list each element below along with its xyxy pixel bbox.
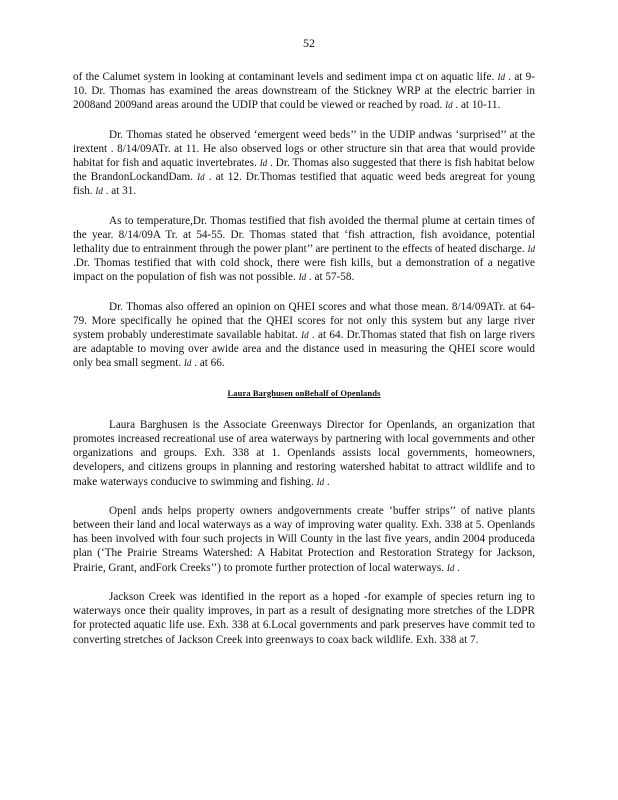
text-run: . at 66. [191,357,225,370]
text-run: Dr. Thomas stated he observed ‘emergent weed beds’’ in the UDIP andwas ‘surprised’’ at the irextent . 8/14/09ATr. at 11. He also observed logs or other structure sin that area that would provide habitat for fish and aquatic invertebrates. [73,128,535,170]
paragraph-calumet [73,70,535,113]
id-citation: Id [316,476,325,487]
id-citation: Id [446,562,455,573]
id-citation: Id [298,272,307,283]
paragraph-temperature [73,214,535,285]
text-run: . at 10-11. [452,99,501,112]
text-run: . [454,561,460,574]
text-run: .Dr. Thomas testified that with cold shock, there were fish kills, but a demonstration of a negative impact on the population of fish was not possible. [73,257,535,284]
text-run: . at 12. Dr.Thomas testified that aquatic weed beds aregreat for young fish. [73,171,535,198]
text-run: Openl ands helps property owners andgovernments create ‘buffer strips’’ of native plants between their land and local waterways as a way of improving water quality. Exh. 338 at 5. Openlands has been involved with four such projects in Will County in the last five years, andin 2004 produceda plan (‘The Prairie Streams Watershed: A Habitat Protection and Restoration Strategy for Jackson, Prairie, Grant, andFork Creeks’’) to promote further protection of local waterways. [73,504,535,574]
id-citation: Id [259,158,268,169]
text-run: Laura Barghusen is the Associate Greenways Director for Openlands, an organization that promotes increased recreational use of area waterways by partnering with local governments and other organizations and groups. Exh. 338 at 1. Openlands assists local governments, homeowners, developers, and citizens groups in planning and restoring watershed habitat to attract wildlife and to make waterways conducive to swimming and fishing. [73,418,535,488]
id-citation: Id [183,358,192,369]
id-citation: Id [497,72,506,82]
paragraph-jackson-creek [73,590,535,647]
text-run: . at 9-10. Dr. Thomas has examined the areas downstream of the Stickney WRP at the electric barrier in 2008and 2009and areas around the UDIP that could be viewed or reached by road. [73,71,535,112]
text-run: Jackson Creek was identified in the report as a hoped -for example of species return ing to waterways once their quality improves, in part as a result of designating more stretches of the LDPR for protected aquatic life use. Exh. 338 at 6.Local governments and park preserves have commit ted to converting stretches of Jackson Creek into greenways to coax back wildlife. Exh. 338 at 7. [73,590,535,646]
body-text [73,70,535,662]
id-citation: Id [445,100,453,111]
text-run: . Dr. Thomas also suggested that there is fish habitat below the BrandonLockandDam. [73,157,535,184]
text-run: . at 64. Dr.Thomas stated that fish on large rivers are adaptable to moving over awide area and the distance used in measuring the QHEI score would only bea small segment. [73,329,535,370]
paragraph-qhei [73,300,535,371]
text-run: . [324,475,330,488]
id-citation: Id [527,244,535,255]
text-run: Dr. Thomas also offered an opinion on QHEI scores and what those mean. 8/14/09ATr. at 64-79. More specifically he opined that the QHEI scores for not only this system but any large river system probably underestimate savailable habitat. [73,300,535,342]
id-citation: Id [197,172,205,183]
section-heading: Laura Barghusen onBehalf of Openlands [227,387,381,398]
id-citation: Id [301,330,309,341]
page-number: 52 [303,36,315,50]
paragraph-openlands-intro [73,418,535,489]
text-run: . at 31. [102,185,137,198]
text-run: As to temperature,Dr. Thomas testified that fish avoided the thermal plume at certain times of the year. 8/14/09A Tr. at 54-55. Dr. Thomas stated that ‘fish attraction, fish avoidance, potential lethality due to entrainment through the power plant’’ are pertinent to the effects of heated discharge. [73,214,535,256]
text-run: of the Calumet system in looking at contaminant levels and sediment impa ct on aquatic life. [73,71,498,83]
id-citation: Id [95,186,103,197]
paragraph-buffer-strips [73,504,535,575]
text-run: . at 57-58. [306,271,355,284]
paragraph-weed-beds [73,128,535,199]
